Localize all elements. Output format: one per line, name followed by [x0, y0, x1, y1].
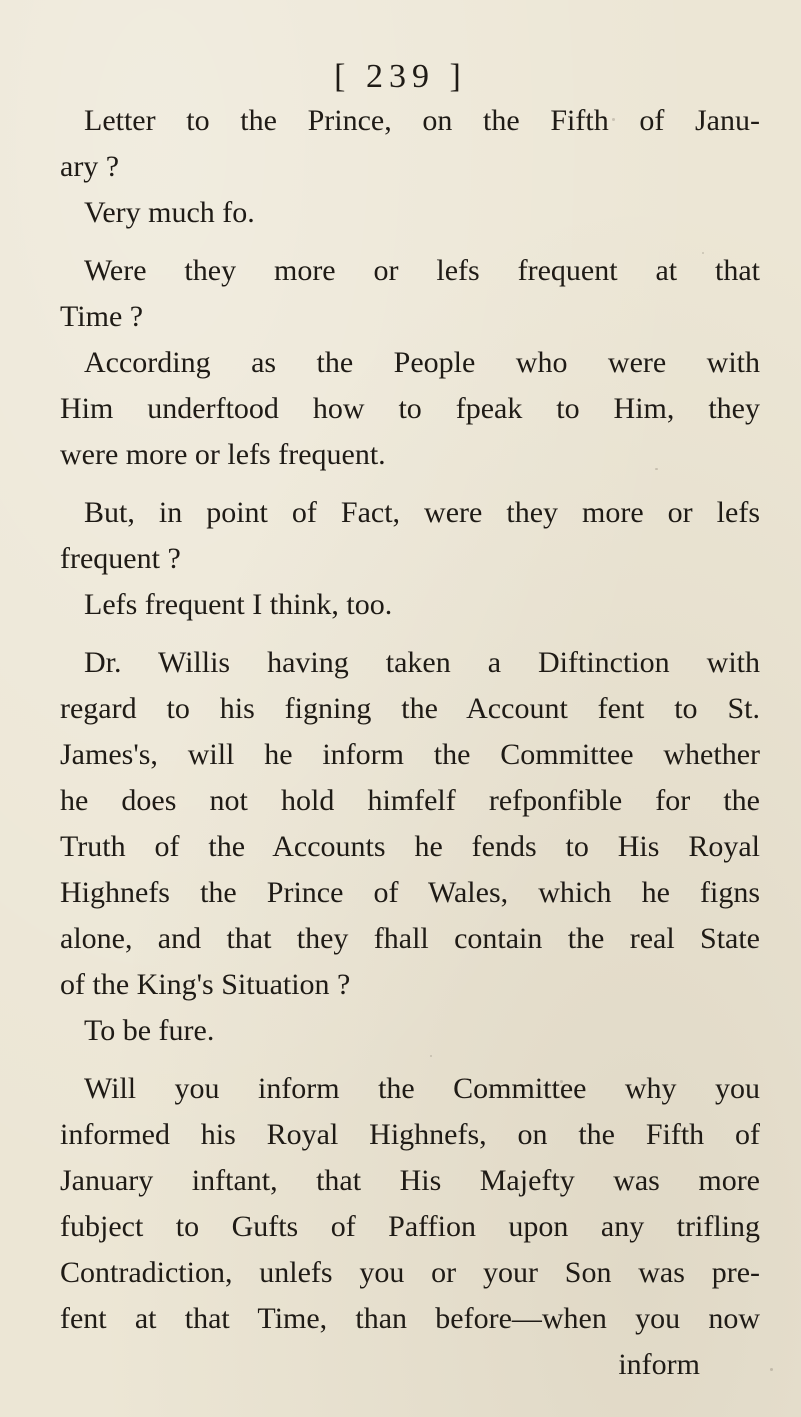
paper-speckle	[770, 1368, 773, 1371]
paper-speckle	[702, 252, 704, 254]
text-line: January inftant, that His Majefty was more	[60, 1164, 760, 1197]
text-line: According as the People who were with	[84, 346, 760, 379]
paper-speckle	[655, 468, 658, 470]
document-body	[60, 98, 760, 1388]
text-line: frequent ?	[60, 542, 181, 575]
text-line: fubject to Gufts of Paffion upon any trifling	[60, 1210, 760, 1243]
text-line: To be fure.	[84, 1014, 215, 1047]
text-line: Very much fo.	[84, 196, 255, 229]
text-line: Him underftood how to fpeak to Him, they	[60, 392, 760, 425]
text-line: of the King's Situation ?	[60, 968, 351, 1001]
text-line: Lefs frequent I think, too.	[84, 588, 393, 621]
text-line: fent at that Time, than before—when you now	[60, 1302, 760, 1335]
paper-speckle	[560, 1080, 563, 1083]
text-line: were more or lefs frequent.	[60, 438, 386, 471]
text-line: Highnefs the Prince of Wales, which he figns	[60, 876, 760, 909]
text-line: James's, will he inform the Committee whether	[60, 738, 760, 771]
text-line: regard to his figning the Account fent to St.	[60, 692, 760, 725]
text-line: Truth of the Accounts he fends to His Royal	[60, 830, 760, 863]
text-line: Contradiction, unlefs you or your Son was pre-	[60, 1256, 760, 1289]
text-line: Were they more or lefs frequent at that	[84, 254, 760, 287]
text-line: Dr. Willis having taken a Diftinction with	[84, 646, 760, 679]
text-line: Letter to the Prince, on the Fifth of Janu-	[84, 104, 760, 137]
paper-speckle	[430, 1055, 432, 1057]
text-line: Time ?	[60, 300, 144, 333]
text-line: he does not hold himfelf refponfible for the	[60, 784, 760, 817]
catchword: inform	[618, 1348, 700, 1381]
text-line: ary ?	[60, 150, 120, 183]
paper-speckle	[612, 118, 615, 121]
text-line: informed his Royal Highnefs, on the Fifth of	[60, 1118, 760, 1151]
text-line: Will you inform the Committee why you	[84, 1072, 760, 1105]
text-line: alone, and that they fhall contain the real State	[60, 922, 760, 955]
text-line: But, in point of Fact, were they more or lefs	[84, 496, 760, 529]
page-number-header: [ 239 ]	[334, 58, 467, 95]
